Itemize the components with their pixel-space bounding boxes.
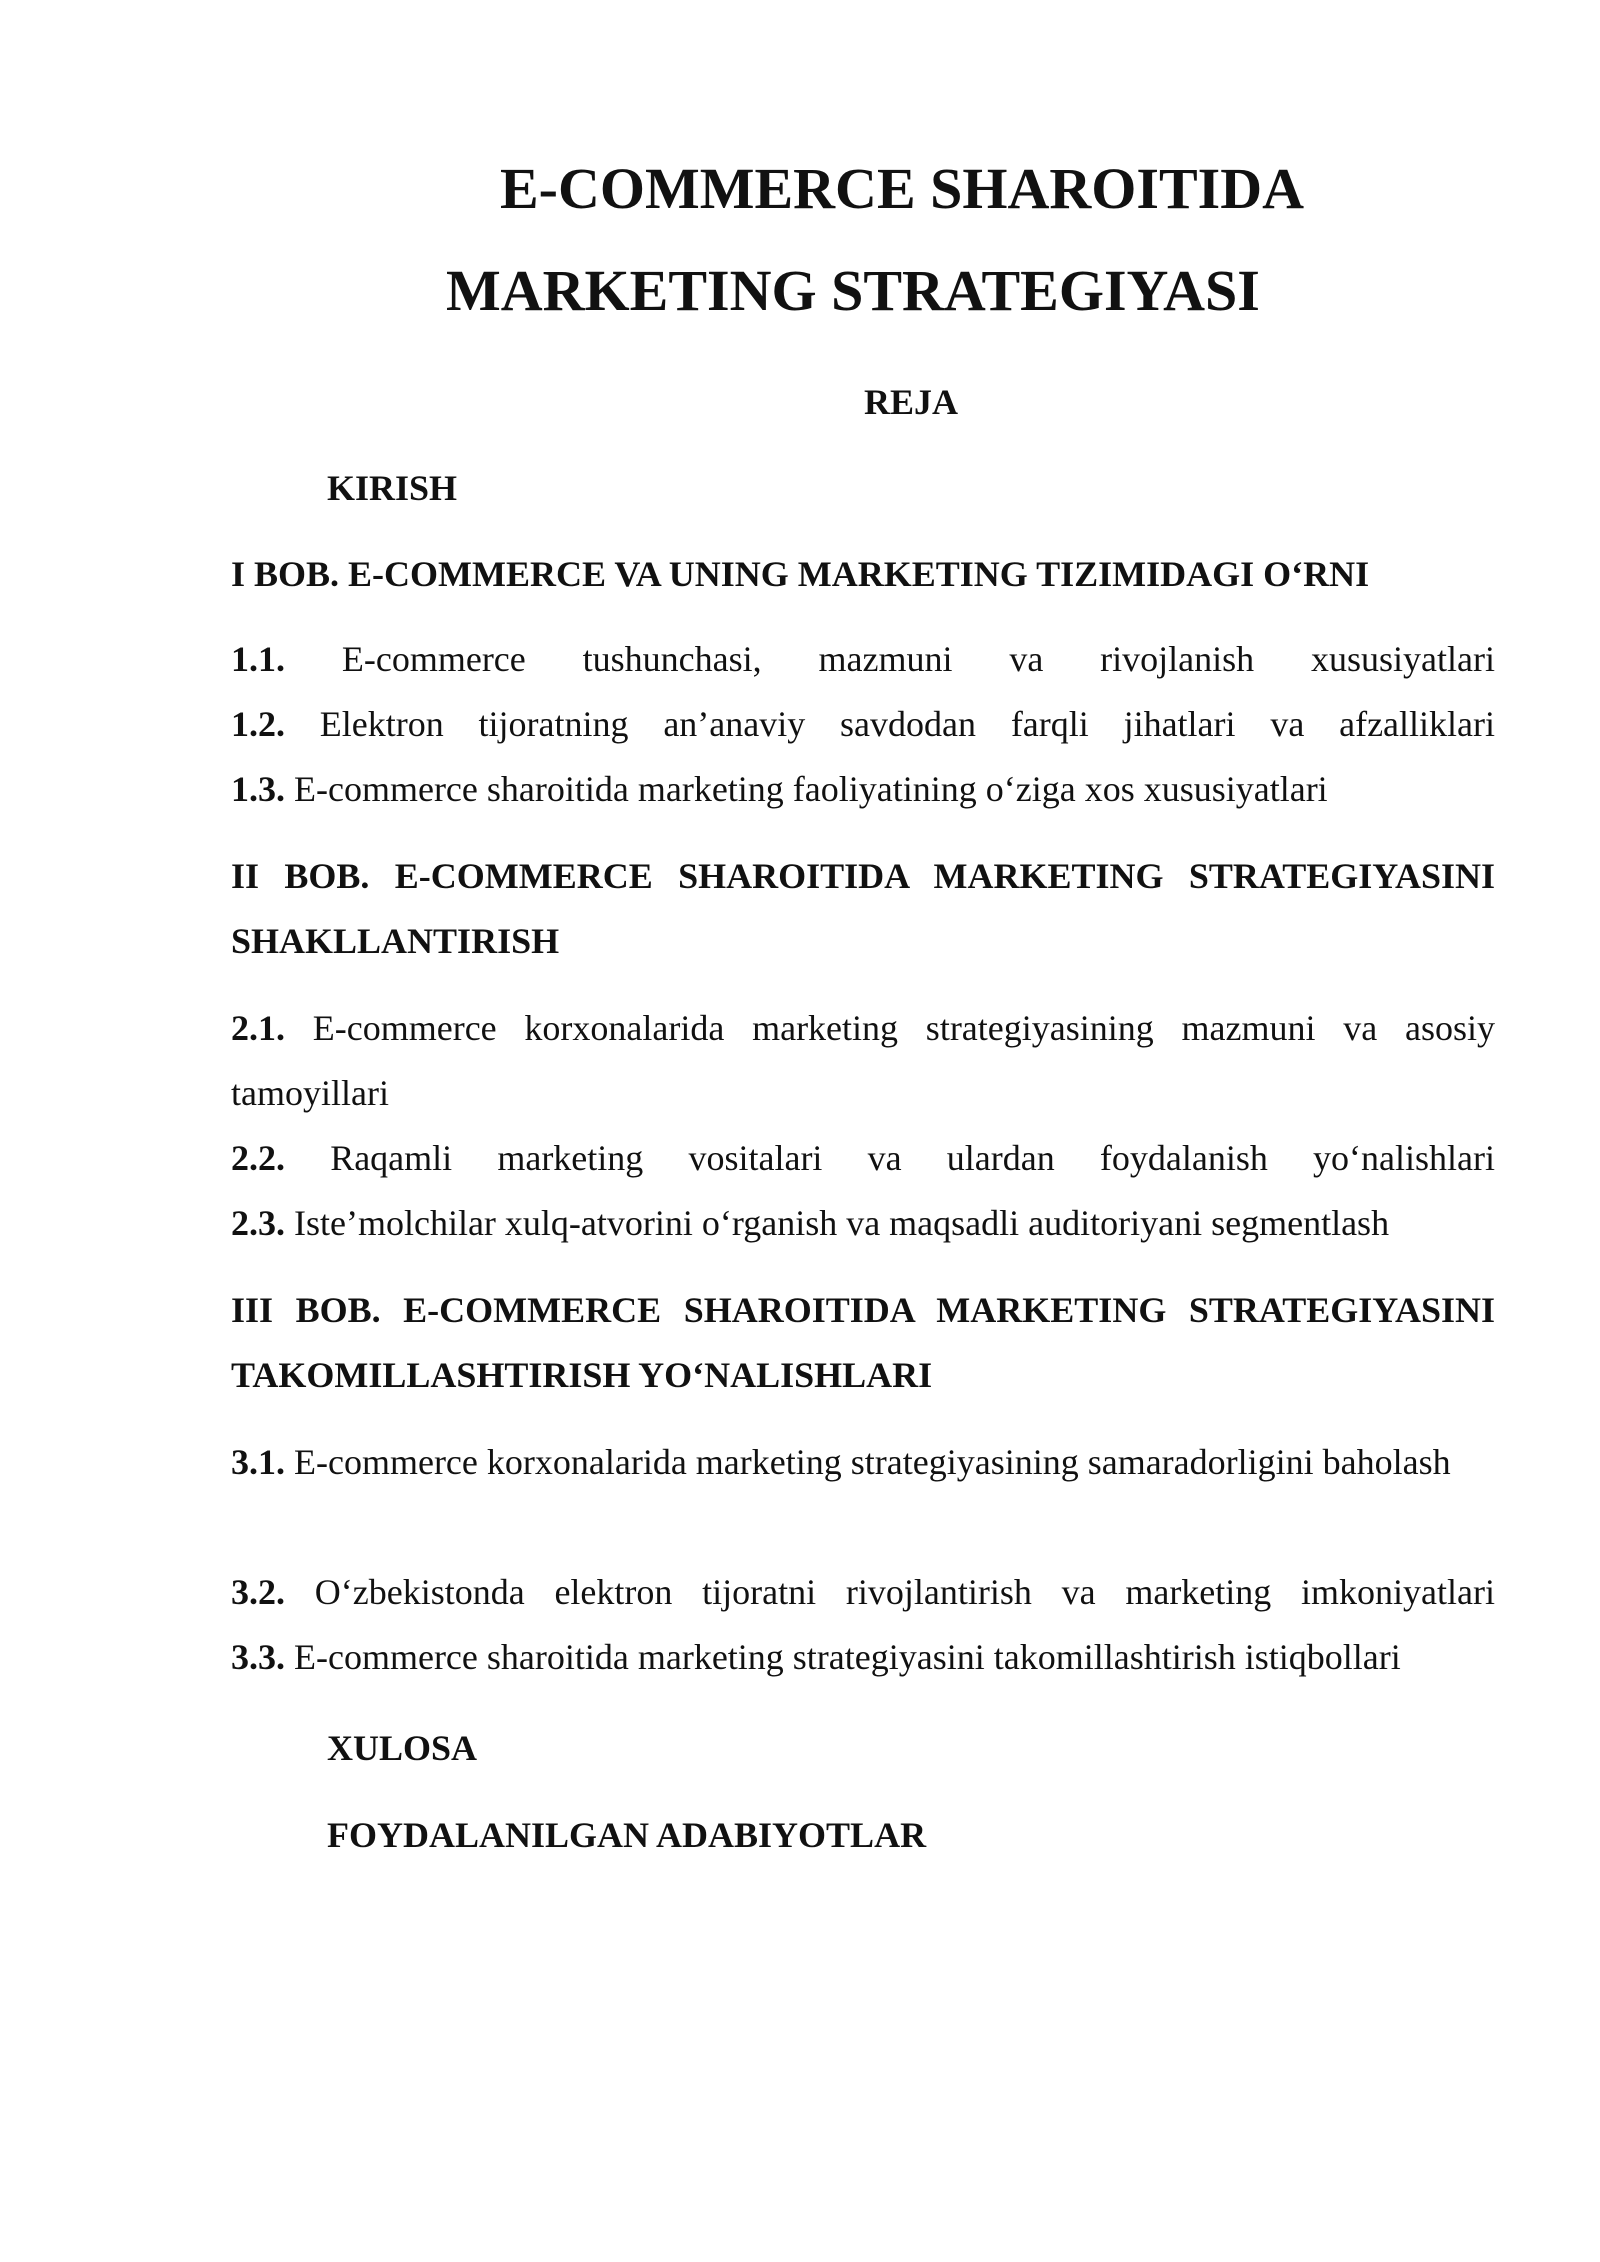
toc-entry-number: 1.3.	[231, 769, 285, 809]
chapter-3-title-line-1: III BOB. E-COMMERCE SHAROITIDA MARKETING STRATEGIYASINI	[231, 1290, 1495, 1330]
intro-heading: KIRISH	[327, 468, 458, 508]
toc-entry-text: Iste’molchilar xulq-atvorini o‘rganish va maqsadli auditoriyani segmentlash	[294, 1203, 1390, 1243]
toc-entry-2-1	[231, 996, 1495, 1126]
document-title-line-1: E-COMMERCE SHAROITIDA	[500, 156, 1304, 221]
toc-entry-3-2	[231, 1560, 1495, 1625]
chapter-2-title	[231, 844, 1495, 974]
toc-entry-2-2	[231, 1126, 1495, 1191]
toc-entry-2-3	[231, 1191, 1495, 1256]
toc-entry-1-3	[231, 757, 1495, 822]
toc-entry-number: 2.1.	[231, 1008, 285, 1048]
toc-entry-text: E-commerce sharoitida marketing faoliyatining o‘ziga xos xususiyatlari	[294, 769, 1328, 809]
chapter-3-title	[231, 1278, 1495, 1408]
toc-entry-number: 2.2.	[231, 1138, 285, 1178]
toc-entry-text: E-commerce sharoitida marketing strategiyasini takomillashtirish istiqbollari	[294, 1637, 1401, 1677]
toc-entry-number: 2.3.	[231, 1203, 285, 1243]
toc-entry-number: 3.3.	[231, 1637, 285, 1677]
toc-entry-3-3	[231, 1625, 1495, 1690]
toc-entry-number: 3.1.	[231, 1442, 285, 1482]
toc-entry-number: 3.2.	[231, 1572, 285, 1612]
toc-entry-text: Raqamli marketing vositalari va ulardan foydalanish yo‘nalishlari	[330, 1138, 1495, 1178]
chapter-2-title-line-1: II BOB. E-COMMERCE SHAROITIDA MARKETING STRATEGIYASINI	[231, 856, 1495, 896]
plan-heading: REJA	[864, 382, 959, 422]
toc-entry-number: 1.2.	[231, 704, 285, 744]
toc-entry-text: O‘zbekistonda elektron tijoratni rivojlantirish va marketing imkoniyatlari	[314, 1572, 1496, 1612]
references-heading: FOYDALANILGAN ADABIYOTLAR	[327, 1815, 927, 1855]
chapter-2-title-line-2: SHAKLLANTIRISH	[231, 921, 560, 961]
toc-entry-1-2	[231, 692, 1495, 757]
conclusion-heading: XULOSA	[327, 1728, 478, 1768]
toc-entry-text: E-commerce korxonalarida marketing strategiyasining mazmuni va asosiy tamoyillari	[231, 1008, 1495, 1113]
chapter-3-title-line-2: TAKOMILLASHTIRISH YO‘NALISHLARI	[231, 1355, 933, 1395]
toc-entry-1-1	[231, 627, 1495, 692]
chapter-1-title: I BOB. E-COMMERCE VA UNING MARKETING TIZIMIDAGI O‘RNI	[231, 554, 1370, 594]
toc-entry-text: E-commerce tushunchasi, mazmuni va rivojlanish xususiyatlari	[341, 639, 1496, 679]
toc-entry-3-1	[231, 1430, 1495, 1495]
toc-entry-text: Elektron tijoratning an’anaviy savdodan farqli jihatlari va afzalliklari	[319, 704, 1495, 744]
toc-entry-text: E-commerce korxonalarida marketing strategiyasining samaradorligini baholash	[294, 1442, 1451, 1482]
toc-entry-number: 1.1.	[231, 639, 285, 679]
document-title-line-2: MARKETING STRATEGIYASI	[446, 258, 1260, 323]
